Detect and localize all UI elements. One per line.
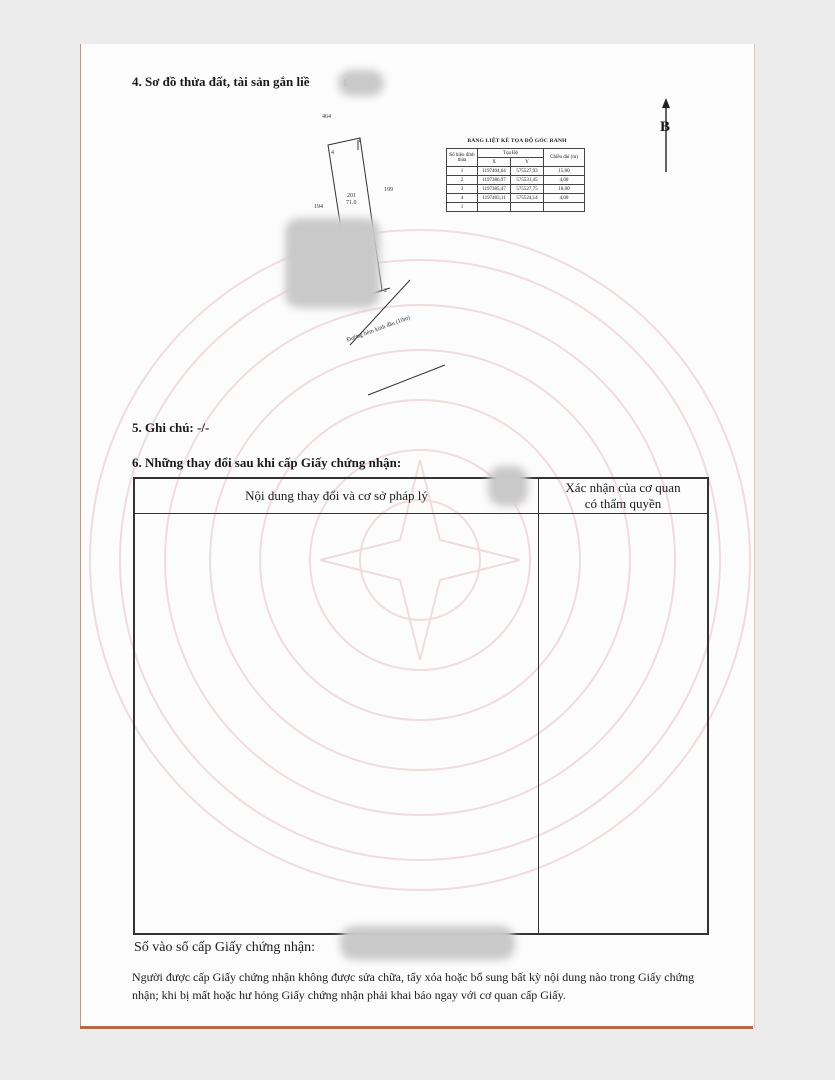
coord-table-title: BẢNG LIỆT KÊ TỌA ĐỘ GÓC RANH	[467, 138, 567, 144]
coord-header-length: Chiều dài (m)	[544, 149, 585, 167]
coord-cell-len: 4,00	[544, 176, 585, 185]
coord-row	[447, 176, 585, 185]
coord-cell-y: 575531,45	[511, 176, 544, 185]
coord-cell-x	[478, 203, 511, 212]
coord-header-point: Số hiệu đỉnh thửa	[447, 149, 478, 167]
coord-header-y: Y	[511, 158, 544, 167]
section-4-title	[132, 74, 352, 90]
coord-cell-len: 4,00	[544, 194, 585, 203]
changes-col2-body	[539, 514, 709, 935]
changes-col1-header: Nội dung thay đổi và cơ sở pháp lý	[134, 478, 539, 514]
coord-table	[446, 148, 585, 212]
changes-col2-header-line1: Xác nhận của cơ quan	[565, 480, 681, 495]
page-bottom-edge	[80, 1026, 753, 1029]
footer-note: Người được cấp Giấy chứng nhận không được sửa chữa, tẩy xóa hoặc bổ sung bất kỳ nội dung nào trong Giấy chứng nhận; khi bị mất hoặc hư hỏng Giấy chứng nhận phải khai báo ngay với cơ quan cấp Giấy.	[132, 970, 695, 1002]
coord-cell-x: 1197403,11	[478, 194, 511, 203]
plot-neighbor-top: 464	[322, 114, 331, 120]
section-6-title: 6. Những thay đổi sau khi cấp Giấy chứng nhận:	[132, 455, 402, 470]
coord-cell-len	[544, 203, 585, 212]
coord-cell-len: 15,00	[544, 167, 585, 176]
changes-col1-body	[134, 514, 539, 935]
registry-number-label: Số vào sổ cấp Giấy chứng nhận:	[134, 940, 315, 955]
coord-row	[447, 167, 585, 176]
coord-header-coord: Tọa Độ	[478, 149, 544, 158]
plot-neighbor-left: 194	[314, 204, 323, 210]
section-5-title: 5. Ghi chú: -/-	[132, 420, 210, 435]
redaction-1	[338, 70, 384, 96]
coord-cell-id: 4	[447, 194, 478, 203]
changes-col2-header	[539, 478, 709, 514]
coord-cell-x: 1197386,97	[478, 176, 511, 185]
section-4-title-text: 4. Sơ đồ thửa đất, tài sản gắn liề	[132, 74, 310, 89]
coord-cell-x: 1197385,47	[478, 185, 511, 194]
coord-row	[447, 194, 585, 203]
redaction-4	[340, 926, 515, 960]
coord-cell-id: 1	[447, 167, 478, 176]
coord-cell-y: 575527,93	[511, 167, 544, 176]
coord-cell-len: 18,00	[544, 185, 585, 194]
coord-cell-id: 3	[447, 185, 478, 194]
plot-parcel-number: 201	[347, 193, 356, 199]
coord-cell-id: 1	[447, 203, 478, 212]
coord-row	[447, 203, 585, 212]
north-label: B	[660, 119, 671, 135]
plot-vertex-2: 2	[384, 288, 387, 294]
coord-cell-y: 575527,75	[511, 185, 544, 194]
redaction-3	[488, 466, 528, 506]
changes-table	[133, 477, 709, 935]
coord-cell-id: 2	[447, 176, 478, 185]
plot-parcel-area: 71.0	[346, 200, 357, 206]
north-arrow-icon	[654, 98, 678, 178]
coord-cell-y: 575524,14	[511, 194, 544, 203]
plot-vertex-1: 1	[358, 138, 361, 144]
coord-cell-x: 1197404,64	[478, 167, 511, 176]
redaction-2	[285, 218, 380, 308]
plot-road-label: Đường hẻm kinh đầu (10m)	[346, 315, 412, 344]
coord-header-x: X	[478, 158, 511, 167]
changes-col2-header-line2: có thẩm quyền	[584, 496, 662, 511]
plot-vertex-4: 4	[331, 150, 334, 156]
plot-neighbor-right: 199	[384, 187, 393, 193]
coord-cell-y	[511, 203, 544, 212]
coord-row	[447, 185, 585, 194]
